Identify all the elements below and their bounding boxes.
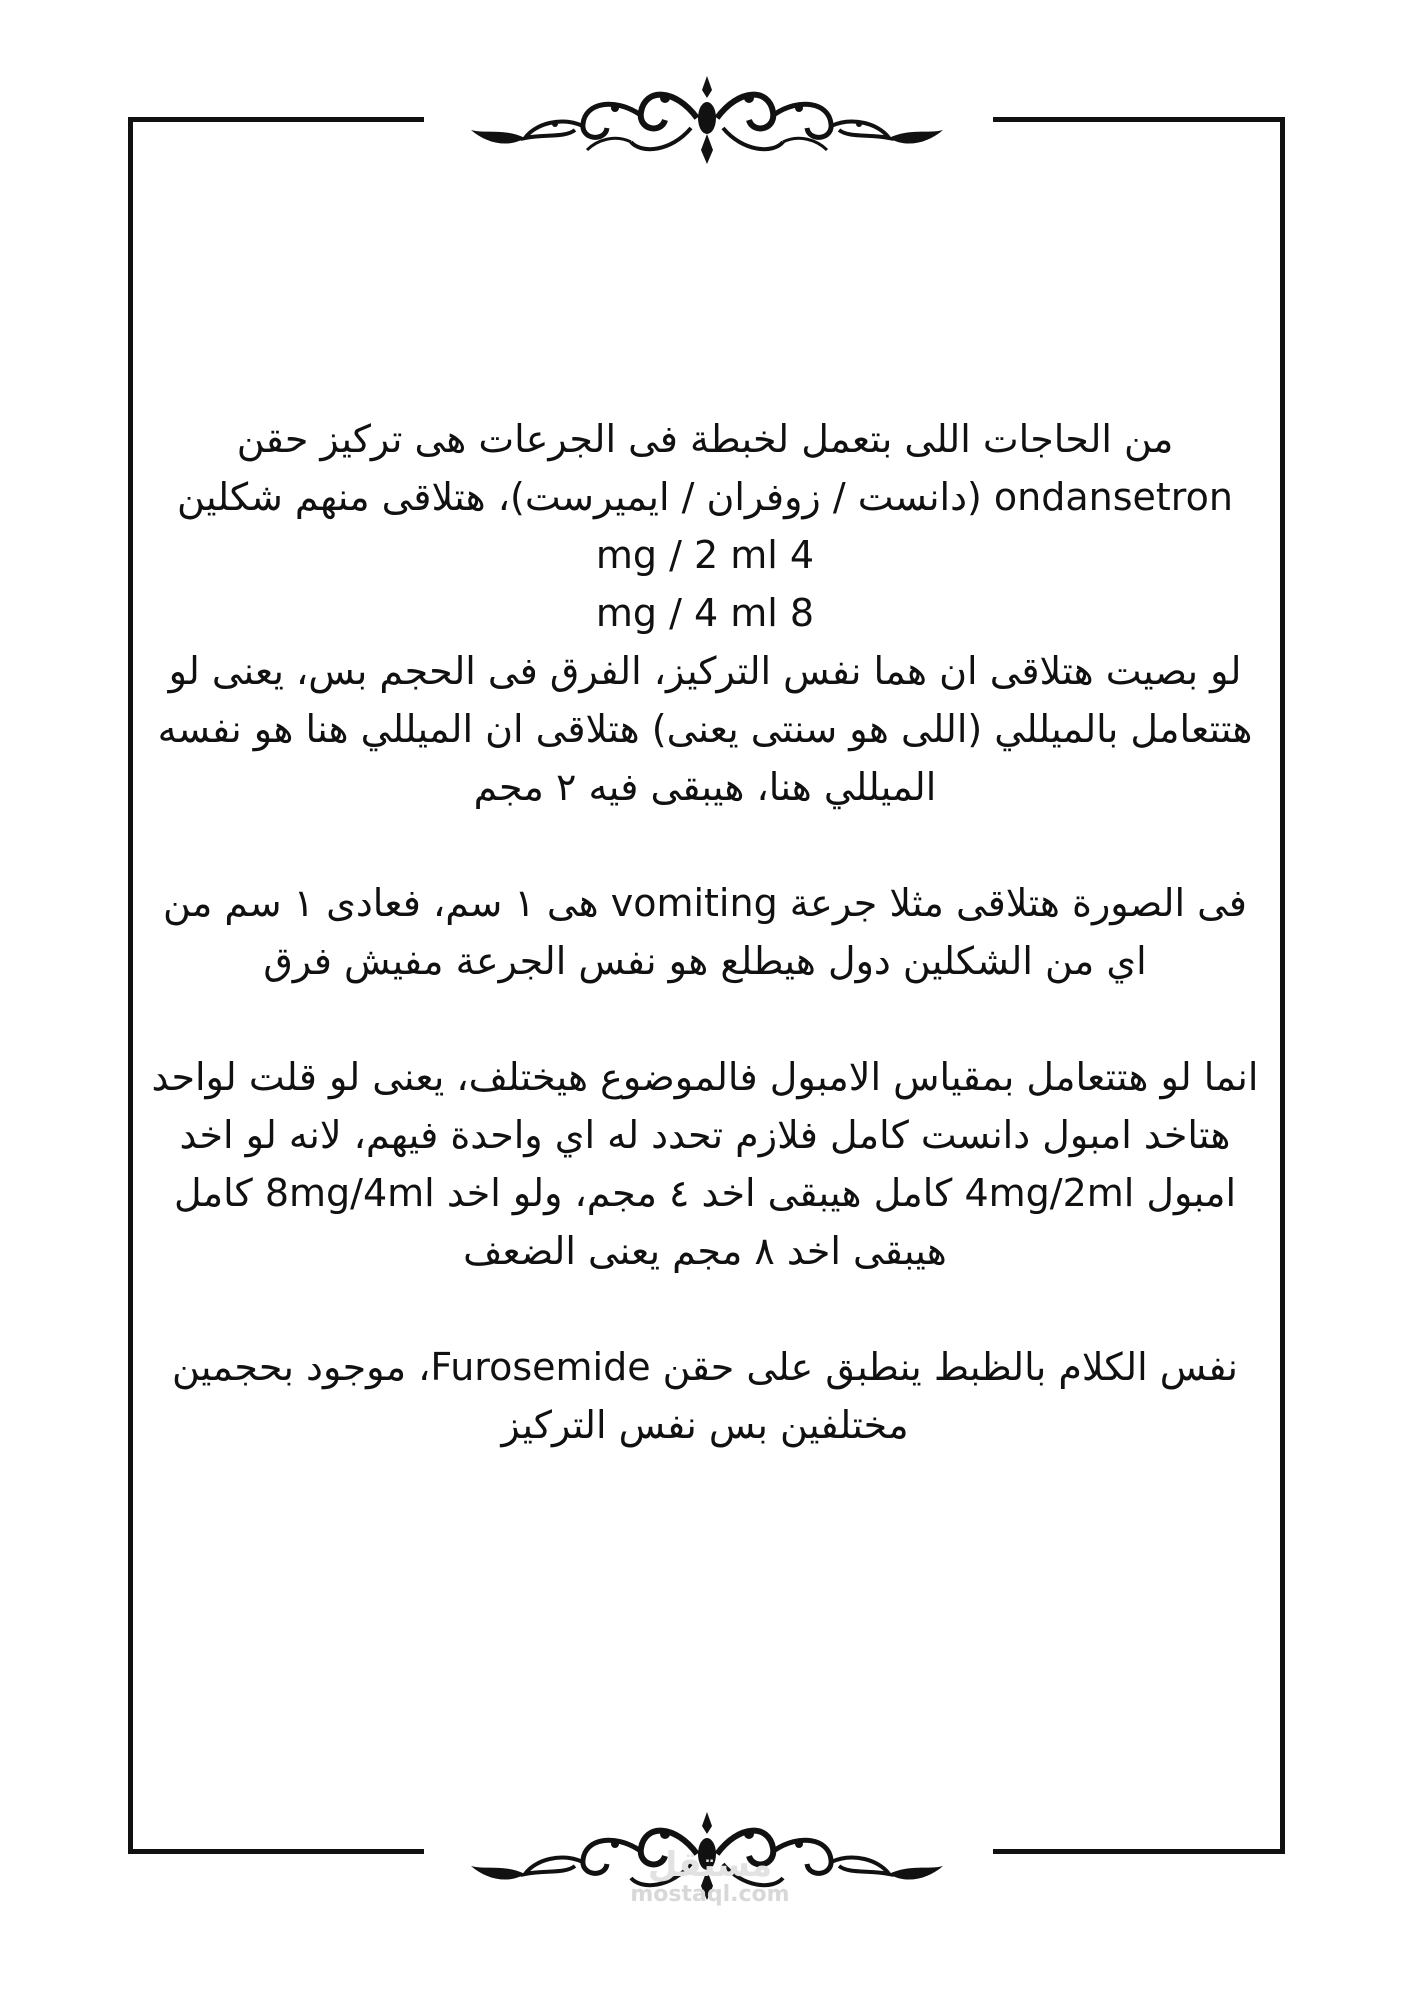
paragraph-ampoule: انما لو هتتعامل بمقياس الامبول فالموضوع هيختلف، يعنى لو قلت لواحد هتاخد امبول دانست كامل فلازم تحدد له اي واحدة فيهم، لانه لو اخد امبول 4mg/2ml كامل هيبقى اخد ٤ مجم، ولو اخد 8mg/4ml كامل هيبقى اخد ٨ مجم يعنى الضعف (151, 1055, 1259, 1273)
frame-top-left-line (128, 117, 424, 122)
paragraph-furosemide: نفس الكلام بالظبط ينطبق على حقن Furosemide، موجود بحجمين مختلفين بس نفس التركيز (171, 1345, 1239, 1447)
document-body (140, 410, 1270, 1454)
frame-left-line (128, 117, 133, 1854)
paragraph-same-concentration: لو بصيت هتلاقى ان هما نفس التركيز، الفرق فى الحجم بس، يعنى لو هتتعامل بالميللي (اللى هو سنتى يعنى) هتلاقى ان الميللي هنا هو نفسه الميللي هنا، هيبقى فيه ٢ مجم (157, 649, 1253, 809)
frame-bottom-left-line (128, 1849, 424, 1854)
spacer (140, 990, 1270, 1048)
spacer (140, 1280, 1270, 1338)
watermark-logo: مستقل (647, 1845, 773, 1885)
frame-top-right-line (993, 117, 1285, 122)
dose-line-4mg: mg / 2 ml 4 (595, 533, 815, 577)
frame-bottom-right-line (993, 1849, 1285, 1854)
spacer (140, 816, 1270, 874)
watermark-url: mostaql.com (630, 1882, 790, 1907)
top-flourish-ornament (465, 68, 949, 168)
dose-line-8mg: mg / 4 ml 8 (595, 591, 815, 635)
paragraph-vomiting-dose: فى الصورة هتلاقى مثلا جرعة vomiting هى ١ سم، فعادى ١ سم من اي من الشكلين دول هيطلع هو نفس الجرعة مفيش فرق (163, 881, 1247, 983)
frame-right-line (1280, 117, 1285, 1854)
paragraph-intro: من الحاجات اللى بتعمل لخبطة فى الجرعات هى تركيز حقن ondansetron (دانست / زوفران / ايميرست)، هتلاقى منهم شكلين (177, 417, 1233, 519)
mostaql-watermark (600, 1845, 820, 1908)
